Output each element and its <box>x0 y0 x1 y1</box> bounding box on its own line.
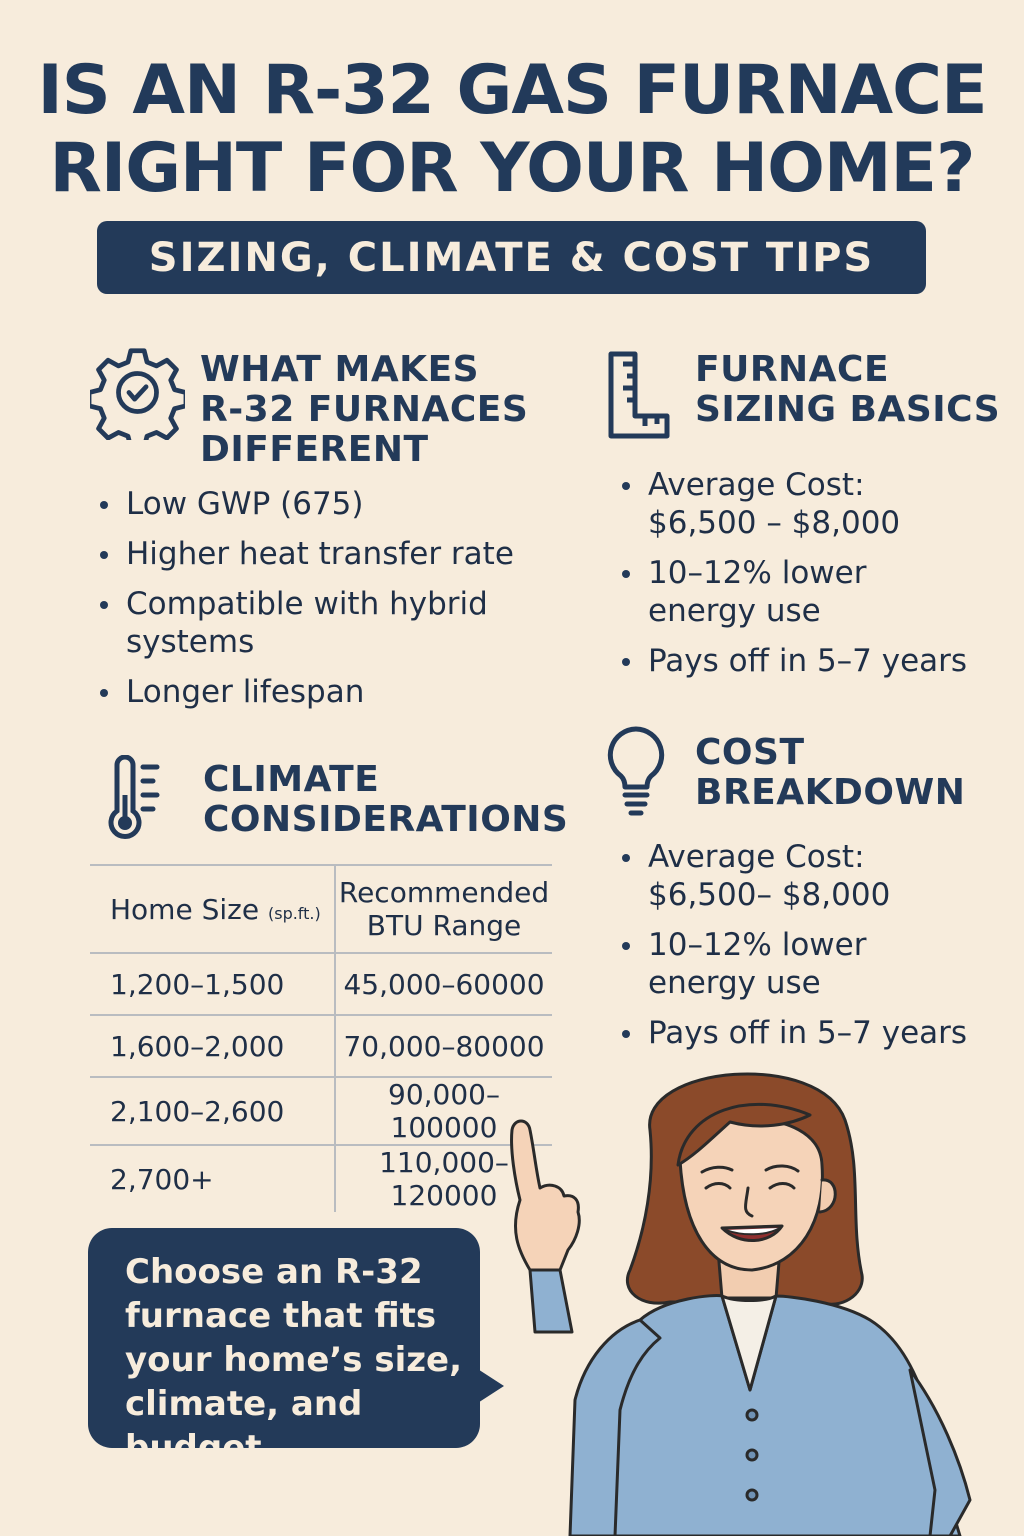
ruler-icon <box>607 350 672 440</box>
header-text: BTU Range <box>366 909 522 942</box>
table-cell: 70,000–80000 <box>335 1015 552 1077</box>
list-item <box>622 466 1002 542</box>
bullet-text: energy use <box>648 965 821 1001</box>
bullet-text: Compatible with hybrid <box>126 586 488 622</box>
page-title <box>0 52 1024 208</box>
heading-line: CLIMATE <box>203 759 380 800</box>
list-item <box>100 673 520 711</box>
list-item <box>622 1014 1002 1052</box>
heading-line: DIFFERENT <box>200 429 429 470</box>
table-cell: 110,000–120000 <box>379 1146 509 1212</box>
bullet-text: 10–12% lower <box>648 555 867 591</box>
bullet-text: Average Cost: <box>648 467 865 503</box>
subtitle-text: SIZING, CLIMATE & COST TIPS <box>148 234 875 281</box>
bullet-text: energy use <box>648 593 821 629</box>
heading-line: WHAT MAKES <box>200 349 480 390</box>
lightbulb-icon <box>605 725 667 820</box>
title-line-2: RIGHT FOR YOUR HOME? <box>49 129 975 208</box>
header-text: Home Size <box>110 892 260 926</box>
heading-line: SIZING BASICS <box>695 389 1001 430</box>
bullet-text: systems <box>126 624 255 660</box>
bullet-text: 10–12% lower <box>648 927 867 963</box>
table-cell: 2,100–2,600 <box>90 1077 335 1145</box>
list-item <box>100 535 520 573</box>
woman-illustration <box>490 1070 1010 1536</box>
bullet-text: Pays off in 5–7 years <box>648 1015 968 1051</box>
table-cell: 90,000–100000 <box>335 1077 552 1145</box>
heading-line: FURNACE <box>695 349 890 390</box>
bullet-text: Pays off in 5–7 years <box>648 643 968 679</box>
list-item <box>100 485 520 523</box>
list-item <box>622 838 1002 914</box>
btu-table <box>90 864 552 1212</box>
bullet-text: Higher heat transfer rate <box>126 536 514 572</box>
heading-line: CONSIDERATIONS <box>203 799 569 840</box>
table-row <box>90 1145 552 1212</box>
bullet-text: Longer lifespan <box>126 674 365 710</box>
section-heading-sizing <box>695 350 1000 430</box>
cost-bullet-list <box>622 838 1002 1064</box>
subtitle-banner <box>97 221 926 294</box>
bullet-text: $6,500– $8,000 <box>648 877 891 913</box>
list-item <box>622 642 1002 680</box>
different-bullet-list <box>100 485 520 723</box>
section-heading-climate <box>203 760 568 840</box>
table-cell: 1,600–2,000 <box>90 1015 335 1077</box>
list-item <box>622 554 1002 630</box>
header-unit: (sp.ft.) <box>267 903 321 923</box>
table-cell: 45,000–60000 <box>335 953 552 1015</box>
bullet-text: $6,500 – $8,000 <box>648 505 901 541</box>
bullet-text: Low GWP (675) <box>126 486 364 522</box>
section-heading-cost <box>695 733 965 813</box>
table-cell: 1,200–1,500 <box>90 953 335 1015</box>
table-header-cell <box>90 865 335 953</box>
heading-line: R-32 FURNACES <box>200 389 529 430</box>
callout-text <box>125 1250 475 1470</box>
table-row <box>90 1015 552 1077</box>
callout-line: your home’s size, <box>125 1340 463 1380</box>
table-cell: 2,700+ <box>90 1145 335 1212</box>
list-item <box>622 926 1002 1002</box>
list-item <box>100 585 520 661</box>
bullet-text: Average Cost: <box>648 839 865 875</box>
section-heading-different <box>200 350 528 470</box>
table-row <box>90 1077 552 1145</box>
thermometer-icon <box>105 755 165 845</box>
sizing-bullet-list <box>622 466 1002 692</box>
table-row <box>90 953 552 1015</box>
callout-line: Choose an R-32 <box>125 1252 423 1292</box>
title-line-1: IS AN R-32 GAS FURNACE <box>37 51 987 130</box>
table-header-cell <box>335 865 552 953</box>
heading-line: BREAKDOWN <box>695 772 966 813</box>
header-text: Recommended <box>338 876 550 909</box>
heading-line: COST <box>695 732 805 773</box>
callout-line: furnace that fits <box>125 1296 437 1336</box>
callout-line: climate, and budget. <box>125 1384 363 1468</box>
table-header-row <box>90 865 552 953</box>
gear-check-icon <box>90 345 185 440</box>
